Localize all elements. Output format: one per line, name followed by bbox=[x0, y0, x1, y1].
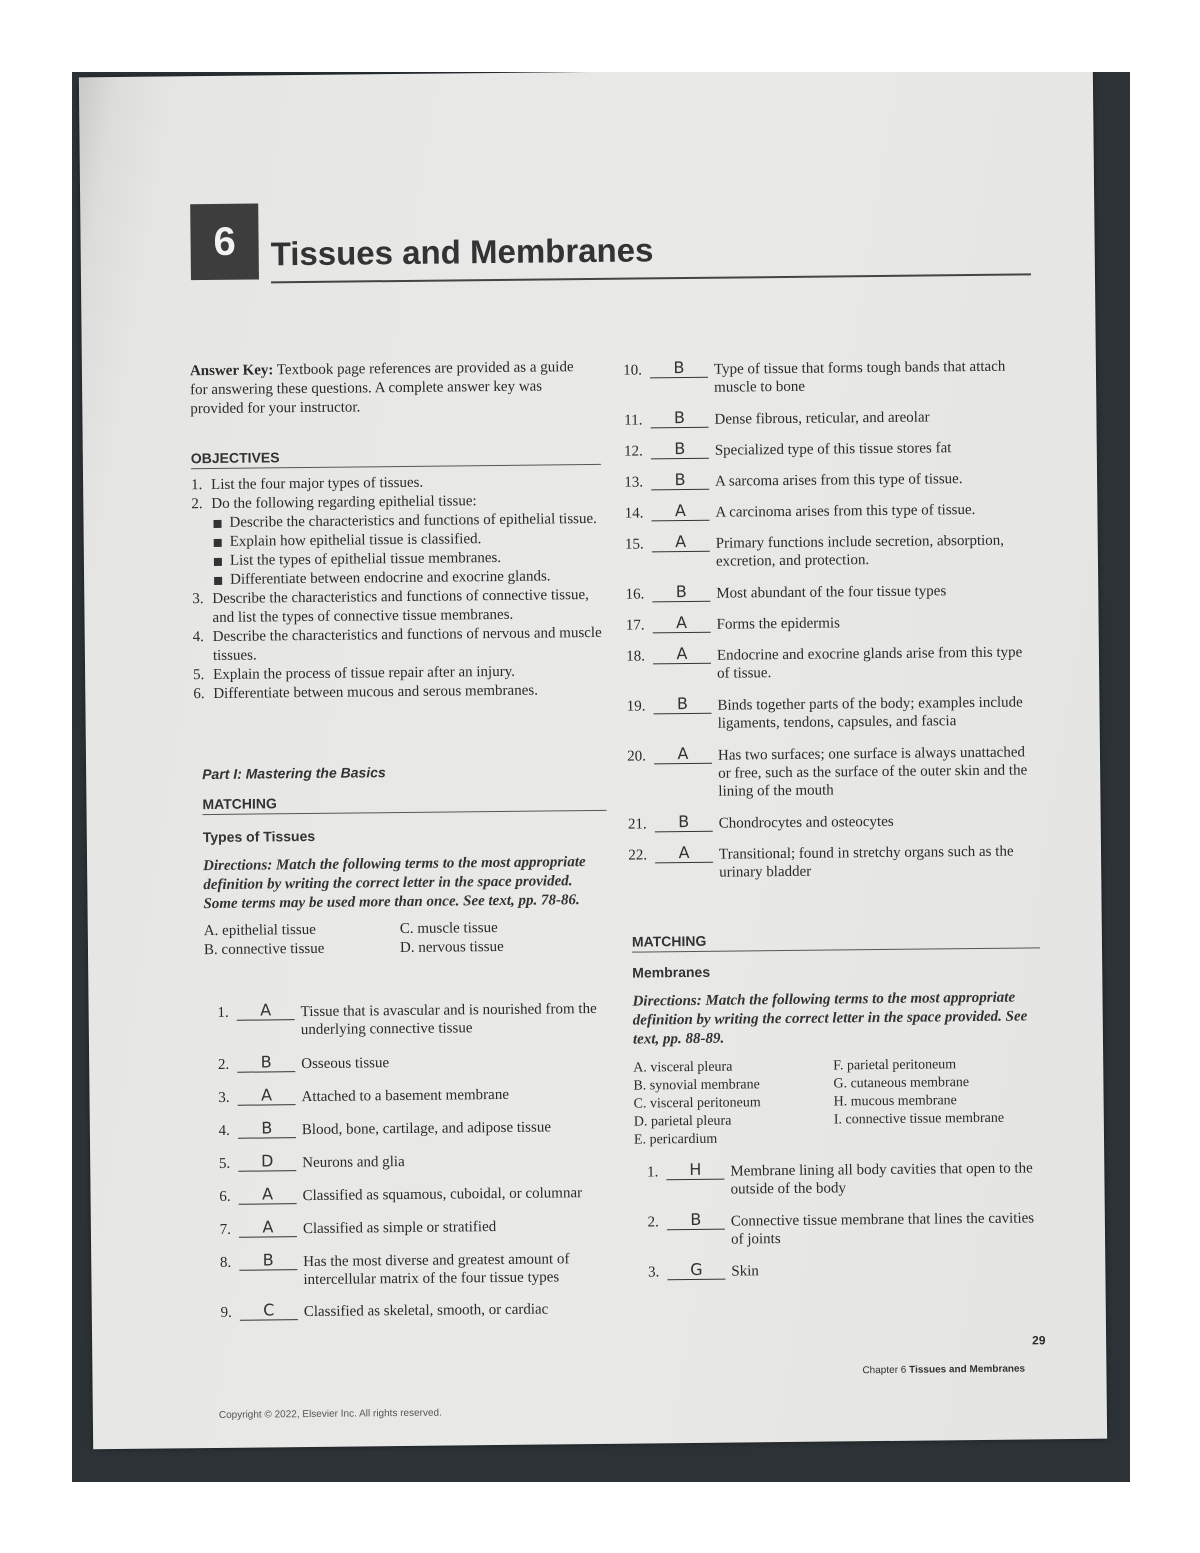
question-row: 4. B Blood, bone, cartilage, and adipose tissue bbox=[218, 1118, 552, 1139]
answer-blank[interactable]: B bbox=[667, 1211, 725, 1231]
question-row: 1. A Tissue that is avascular and is nourished from the underlying connective tissue bbox=[217, 1000, 597, 1039]
answer-blank[interactable]: A bbox=[651, 502, 709, 522]
answer-blank[interactable]: A bbox=[239, 1218, 297, 1238]
objective-item: 2. Do the following regarding epithelial tissue: bbox=[191, 493, 477, 513]
choice-item: B. connective tissue bbox=[203, 940, 325, 959]
page-photo bbox=[72, 72, 1130, 1482]
membrane-choices-right bbox=[833, 1055, 1034, 1147]
question-row: 1. H Membrane lining all body cavities that open to the outside of the body bbox=[647, 1159, 1033, 1198]
answer-key-note bbox=[190, 358, 595, 419]
membranes-section bbox=[632, 929, 1044, 1282]
objective-item: 3. Describe the characteristics and functions of connective tissue, and list the types of connective tissue membranes. bbox=[192, 587, 589, 626]
question-row: 11. B Dense fibrous, reticular, and areolar bbox=[624, 408, 930, 429]
chapter-number: 6 bbox=[190, 203, 259, 280]
running-head-title: Tissues and Membranes bbox=[909, 1363, 1026, 1376]
objective-subitem: Describe the characteristics and functions of epithelial tissue. bbox=[191, 510, 601, 533]
choice-item: I. connective tissue membrane bbox=[833, 1110, 1005, 1128]
membranes-directions: Directions: Match the following terms to the most appropriate definition by writing the correct letter in the space provided. See text, pp. 88-89. bbox=[632, 989, 1028, 1048]
answer-blank[interactable]: B bbox=[655, 813, 713, 833]
question-row: 5. D Neurons and glia bbox=[218, 1151, 405, 1172]
page-number: 29 bbox=[1032, 1333, 1046, 1348]
question-row: 10. B Type of tissue that forms tough bands that attach muscle to bone bbox=[623, 358, 1006, 396]
choice-item: C. visceral peritoneum bbox=[633, 1095, 761, 1112]
objective-item: 1. List the four major types of tissues. bbox=[191, 474, 424, 494]
answer-blank[interactable]: A bbox=[238, 1185, 296, 1205]
membrane-choices-left bbox=[633, 1058, 834, 1150]
choice-item: F. parietal peritoneum bbox=[833, 1057, 957, 1074]
objectives-heading: OBJECTIVES bbox=[190, 449, 280, 467]
question-row: 8. B Has the most diverse and greatest amount of intercellular matrix of the four tissue types bbox=[219, 1250, 570, 1289]
bullet-square-icon bbox=[214, 558, 222, 566]
choice-item: H. mucous membrane bbox=[833, 1093, 957, 1110]
question-row: 13. B A sarcoma arises from this type of tissue. bbox=[624, 470, 963, 491]
bullet-square-icon bbox=[214, 539, 222, 547]
bullet-square-icon bbox=[214, 577, 222, 585]
question-row: 17. A Forms the epidermis bbox=[625, 613, 841, 634]
membranes-matching-heading: MATCHING bbox=[631, 932, 707, 950]
question-row: 9. C Classified as skeletal, smooth, or cardiac bbox=[220, 1300, 549, 1321]
running-head bbox=[862, 1364, 1025, 1377]
answer-blank[interactable]: C bbox=[240, 1301, 298, 1321]
question-row: 7. A Classified as simple or stratified bbox=[219, 1217, 497, 1238]
part1-heading: Part I: Mastering the Basics bbox=[202, 764, 386, 783]
question-row: 14. A A carcinoma arises from this type of tissue. bbox=[624, 501, 976, 522]
tissue-questions-right bbox=[618, 357, 1039, 882]
types-of-tissues-heading: Types of Tissues bbox=[202, 827, 316, 846]
objectives-header bbox=[191, 446, 601, 469]
workbook-page bbox=[79, 72, 1107, 1449]
question-row: 20. A Has two surfaces; one surface is always unattached or free, such as the surface of the outer skin and the lining of the mouth bbox=[627, 744, 1028, 800]
tissue-directions: Directions: Match the following terms to the most appropriate definition by writing the correct letter in the space provided. Some terms may be used more than once. See text, pp. 78-86. bbox=[203, 854, 586, 913]
tissue-questions-left bbox=[205, 1000, 612, 1323]
copyright-notice: Copyright © 2022, Elsevier Inc. All rights reserved. bbox=[218, 1407, 442, 1421]
answer-blank[interactable]: G bbox=[667, 1261, 725, 1281]
choice-item: D. nervous tissue bbox=[399, 938, 504, 957]
question-row: 2. B Osseous tissue bbox=[217, 1052, 390, 1073]
answer-blank[interactable]: A bbox=[655, 844, 713, 864]
bullet-square-icon bbox=[213, 520, 221, 528]
question-row: 15. A Primary functions include secretion, absorption, excretion, and protection. bbox=[624, 532, 1005, 570]
answer-blank[interactable]: D bbox=[238, 1152, 296, 1172]
answer-blank[interactable]: A bbox=[652, 533, 710, 553]
answer-blank[interactable]: B bbox=[653, 695, 711, 715]
answer-blank[interactable]: B bbox=[651, 440, 709, 460]
answer-blank[interactable]: B bbox=[238, 1119, 296, 1139]
answer-blank[interactable]: H bbox=[666, 1161, 724, 1181]
question-row: 19. B Binds together parts of the body; examples include ligaments, tendons, capsules, and fascia bbox=[626, 694, 1023, 732]
answer-blank[interactable]: A bbox=[653, 645, 711, 665]
membranes-heading: Membranes bbox=[632, 963, 711, 981]
question-row: 6. A Classified as squamous, cuboidal, or columnar bbox=[219, 1184, 583, 1205]
question-row: 21. B Chondrocytes and osteocytes bbox=[627, 811, 894, 833]
answer-blank[interactable]: B bbox=[652, 583, 710, 603]
answer-blank[interactable]: A bbox=[652, 614, 710, 634]
membrane-questions bbox=[634, 1159, 1043, 1282]
choice-item: G. cutaneous membrane bbox=[833, 1075, 970, 1092]
question-row: 22. A Transitional; found in stretchy organs such as the urinary bladder bbox=[628, 842, 1014, 881]
question-row: 3. A Attached to a basement membrane bbox=[218, 1085, 510, 1106]
membrane-choices bbox=[633, 1055, 1042, 1149]
objective-item: 6. Differentiate between mucous and serous membranes. bbox=[193, 682, 538, 703]
objective-subitem: Differentiate between endocrine and exocrine glands. bbox=[192, 567, 602, 590]
choice-item: A. epithelial tissue bbox=[203, 921, 316, 940]
matching-heading: MATCHING bbox=[202, 795, 277, 813]
choice-item: D. parietal pleura bbox=[633, 1113, 732, 1130]
objectives-list bbox=[191, 472, 603, 704]
question-row: 12. B Specialized type of this tissue stores fat bbox=[623, 439, 952, 460]
choice-item: C. muscle tissue bbox=[399, 920, 498, 938]
part1-section bbox=[202, 762, 608, 960]
running-head-chapter: Chapter 6 bbox=[862, 1364, 907, 1377]
answer-blank[interactable]: B bbox=[650, 359, 708, 379]
objective-item: 5. Explain the process of tissue repair after an injury. bbox=[193, 663, 516, 684]
chapter-title: Tissues and Membranes bbox=[270, 231, 654, 273]
question-row: 18. A Endocrine and exocrine glands arise from this type of tissue. bbox=[626, 644, 1023, 682]
answer-blank[interactable]: B bbox=[650, 409, 708, 429]
objective-subitem: List the types of epithelial tissue membranes. bbox=[192, 548, 602, 571]
answer-key-label: Answer Key: bbox=[189, 362, 274, 380]
choice-item: B. synovial membrane bbox=[633, 1077, 760, 1094]
objective-subitem: Explain how epithelial tissue is classified. bbox=[192, 529, 602, 552]
answer-blank[interactable]: B bbox=[651, 471, 709, 491]
answer-blank[interactable]: B bbox=[237, 1053, 295, 1073]
choice-item: A. visceral pleura bbox=[633, 1059, 733, 1076]
question-row: 3. G Skin bbox=[648, 1259, 759, 1281]
answer-blank[interactable]: A bbox=[654, 745, 712, 765]
question-row: 2. B Connective tissue membrane that lines the cavities of joints bbox=[647, 1209, 1035, 1248]
answer-key-text: Textbook page references are provided as a guide for answering these questions. A complete answer key was provided for your instructor. bbox=[190, 359, 574, 418]
tissue-choices bbox=[204, 918, 608, 960]
title-rule bbox=[271, 273, 1031, 283]
question-row: 16. B Most abundant of the four tissue types bbox=[625, 582, 947, 603]
objective-item: 4. Describe the characteristics and functions of nervous and muscle tissues. bbox=[192, 624, 602, 664]
choice-item: E. pericardium bbox=[633, 1131, 718, 1148]
answer-blank[interactable]: A bbox=[237, 1086, 295, 1106]
answer-blank[interactable]: A bbox=[237, 1001, 295, 1021]
answer-blank[interactable]: B bbox=[239, 1251, 297, 1271]
